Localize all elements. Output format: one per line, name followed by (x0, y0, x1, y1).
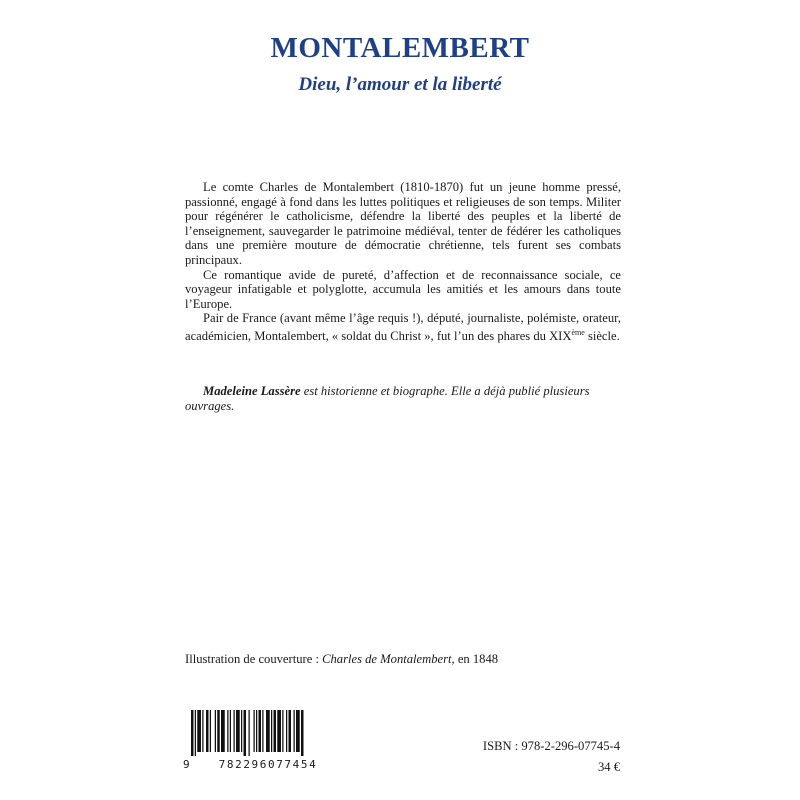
summary-paragraph-end: siècle. (584, 329, 620, 344)
isbn: ISBN : 978-2-296-07745-4 (482, 739, 620, 753)
summary-paragraph-start: Pair de France (avant même l’âge requis !), député, journaliste, polémiste, orateur, académicien, Montalembert, « soldat du Christ », fut l’un des phares du XIX (185, 311, 621, 344)
book-title: MONTALEMBERT (270, 32, 530, 64)
century-superscript: ème (571, 327, 585, 337)
author-bio-text: est historienne et biographe. Elle a déjà publié plusieurs ouvrages. (185, 384, 590, 413)
summary-text (185, 180, 621, 344)
price: 34 € (597, 760, 620, 774)
barcode (183, 710, 343, 774)
summary-paragraph: Ce romantique avide de pureté, d’affection et de reconnaissance sociale, ce voyageur infatigable et polyglotte, accumula les amitiés et les amours dans toute l’Europe. (185, 267, 621, 311)
book-subtitle: Dieu, l’amour et la liberté (298, 74, 502, 95)
cover-illustration-credit (185, 652, 625, 667)
summary-paragraph: Le comte Charles de Montalembert (1810-1870) fut un jeune homme pressé, passionné, engagé à fond dans les luttes politiques et religieuses de son temps. Militer pour régénérer le catholicisme, défendre la liberté des peuples et la liberté de l’enseignement, sauvegarder le patrimoine médiéval, tenter de fédérer les catholiques dans une première mouture de démocratie chrétienne, tels furent ses combats principaux. (185, 180, 621, 267)
barcode-digits: 782296077454 (218, 758, 318, 771)
author-bio (185, 384, 621, 413)
barcode-bars (191, 710, 341, 758)
illustration-suffix: en 1848 (454, 652, 499, 666)
illustration-work: Charles de Montalembert, (322, 652, 455, 666)
barcode-first-digit: 9 (183, 758, 190, 771)
illustration-prefix: Illustration de couverture : (185, 652, 323, 666)
author-name: Madeleine Lassère (203, 384, 301, 398)
summary-paragraph (185, 311, 621, 343)
